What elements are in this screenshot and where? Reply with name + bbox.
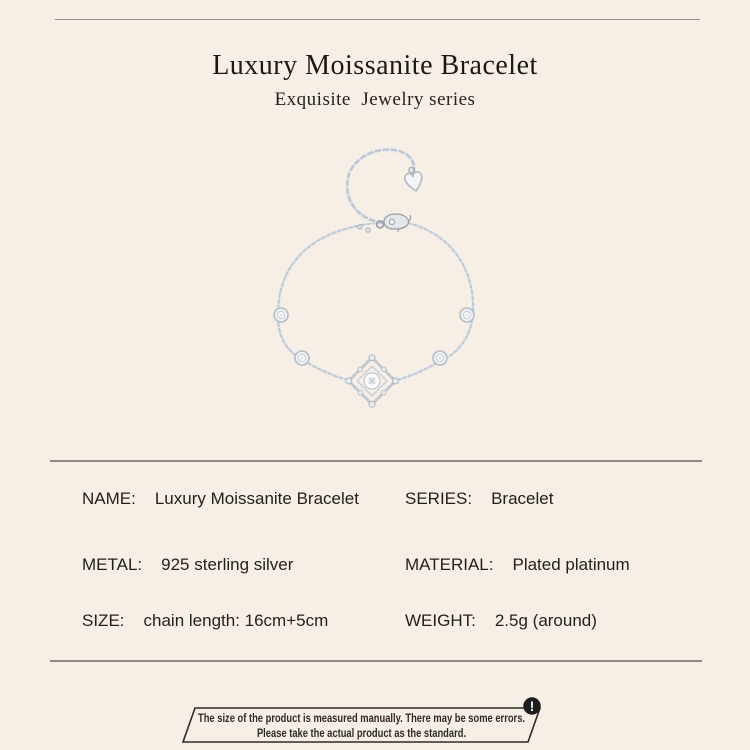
heart-tag — [403, 166, 425, 193]
spec-row — [0, 611, 750, 635]
spec-value-name: Luxury Moissanite Bracelet — [154, 489, 359, 508]
spec-label-material: MATERIAL: — [405, 555, 494, 574]
page-title: Luxury Moissanite Bracelet — [212, 50, 538, 81]
notice-text — [197, 709, 526, 742]
spec-row — [0, 555, 750, 579]
spec-value-material: Plated platinum — [512, 555, 630, 574]
flower-pendant — [346, 355, 399, 408]
spec-table-top-divider — [50, 460, 702, 462]
spec-value-weight: 2.5g (around) — [494, 611, 597, 630]
spec-label-name: NAME: — [82, 489, 136, 508]
exclamation-glyph: ! — [529, 699, 535, 714]
spec-value-size: chain length: 16cm+5cm — [143, 611, 329, 630]
spec-row — [0, 489, 750, 513]
spec-value-metal: 925 sterling silver — [161, 555, 294, 574]
spec-label-metal: METAL: — [82, 555, 143, 574]
bracelet-photo — [260, 138, 492, 426]
spec-value-series: Bracelet — [491, 489, 554, 508]
notice-banner — [170, 692, 560, 750]
page-subtitle: Exquisite Jewelry series — [274, 89, 476, 110]
spec-label-size: SIZE: — [82, 611, 125, 630]
top-divider — [55, 19, 700, 20]
spec-table-bottom-divider — [50, 660, 702, 662]
notice-line-1: The size of the product is measured manually. There may be some errors. — [197, 710, 526, 725]
notice-line-2: Please take the actual product as the standard. — [256, 725, 467, 740]
spec-label-series: SERIES: — [405, 489, 473, 508]
spec-label-weight: WEIGHT: — [405, 611, 476, 630]
